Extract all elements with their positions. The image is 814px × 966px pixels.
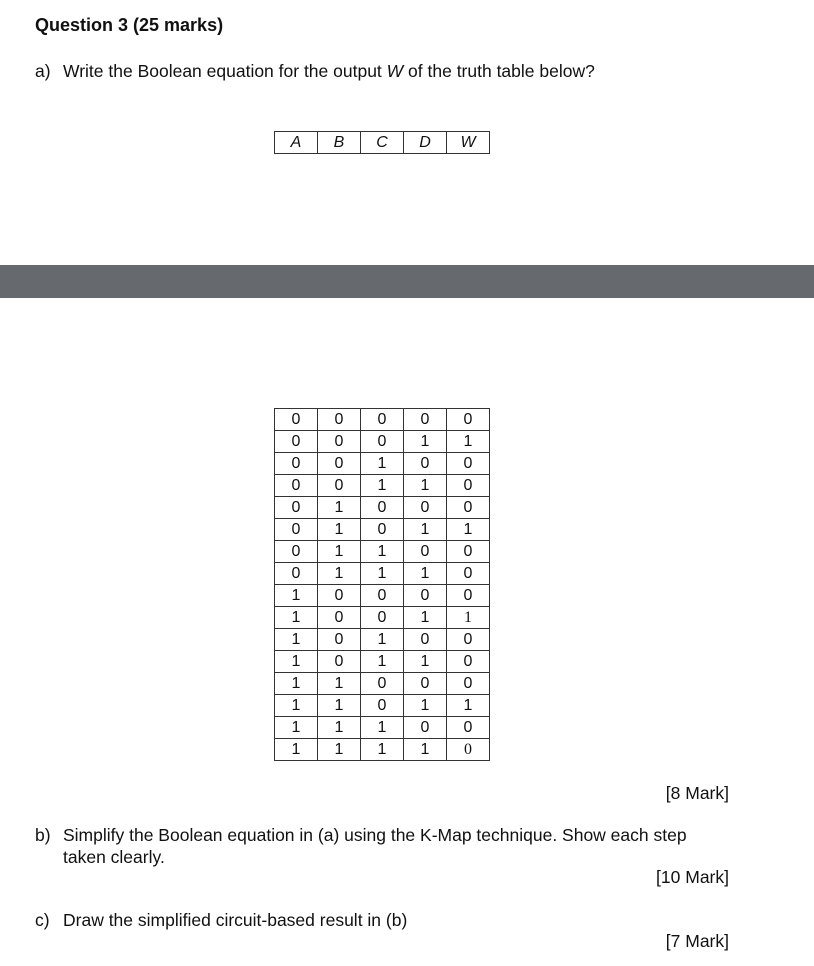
part-c-marks: [7 Mark] — [665, 931, 729, 951]
table-cell: 0 — [361, 497, 404, 519]
table-row — [275, 475, 490, 497]
table-cell: 0 — [447, 475, 490, 497]
table-cell: 1 — [275, 739, 318, 761]
table-cell: 1 — [318, 563, 361, 585]
part-a-label: a) — [35, 61, 51, 81]
table-row — [275, 651, 490, 673]
table-row — [275, 519, 490, 541]
table-cell: 1 — [361, 453, 404, 475]
table-cell: 0 — [361, 409, 404, 431]
header-row — [275, 132, 490, 154]
table-row — [275, 541, 490, 563]
table-cell: 0 — [361, 695, 404, 717]
part-b-label: b) — [35, 825, 51, 845]
table-cell: 0 — [447, 563, 490, 585]
table-cell: 0 — [318, 629, 361, 651]
header-cell-w: W — [447, 132, 490, 154]
part-a-variable: W — [386, 61, 404, 81]
table-cell: 1 — [404, 651, 447, 673]
truth-table-body — [274, 408, 490, 761]
table-cell: 0 — [275, 497, 318, 519]
table-cell: 0 — [361, 673, 404, 695]
table-cell: 1 — [404, 739, 447, 761]
table-row — [275, 563, 490, 585]
table-cell: 0 — [275, 409, 318, 431]
table-cell: 1 — [447, 607, 490, 629]
table-cell: 1 — [404, 431, 447, 453]
table-cell: 0 — [404, 629, 447, 651]
table-cell: 1 — [318, 695, 361, 717]
table-row — [275, 497, 490, 519]
table-cell: 1 — [361, 739, 404, 761]
table-cell: 0 — [447, 717, 490, 739]
table-cell: 0 — [318, 431, 361, 453]
part-a-marks: [8 Mark] — [665, 783, 729, 803]
table-cell: 1 — [361, 629, 404, 651]
table-cell: 0 — [447, 541, 490, 563]
table-row — [275, 695, 490, 717]
table-cell: 1 — [361, 717, 404, 739]
table-row — [275, 409, 490, 431]
table-cell: 0 — [404, 497, 447, 519]
table-row — [275, 607, 490, 629]
table-cell: 1 — [275, 651, 318, 673]
table-cell: 1 — [404, 607, 447, 629]
table-cell: 0 — [275, 475, 318, 497]
table-cell: 0 — [318, 651, 361, 673]
table-cell: 1 — [361, 563, 404, 585]
table-cell: 0 — [404, 717, 447, 739]
table-cell: 1 — [318, 717, 361, 739]
table-cell: 0 — [361, 607, 404, 629]
table-cell: 0 — [318, 453, 361, 475]
table-cell: 1 — [361, 651, 404, 673]
table-cell: 0 — [275, 453, 318, 475]
table-row — [275, 673, 490, 695]
table-cell: 1 — [318, 497, 361, 519]
table-cell: 1 — [275, 695, 318, 717]
table-cell: 1 — [404, 695, 447, 717]
table-row — [275, 453, 490, 475]
table-cell: 0 — [404, 409, 447, 431]
table-cell: 0 — [447, 497, 490, 519]
part-c-text: Draw the simplified circuit-based result in (b) — [63, 910, 408, 930]
part-c-question — [35, 909, 775, 933]
part-b-text — [63, 824, 687, 868]
table-cell: 0 — [447, 673, 490, 695]
question-title: Question 3 (25 marks) — [35, 15, 224, 35]
table-cell: 1 — [404, 475, 447, 497]
table-row — [275, 717, 490, 739]
table-cell: 1 — [275, 585, 318, 607]
part-c-label: c) — [35, 910, 50, 930]
table-row — [275, 431, 490, 453]
table-cell: 0 — [318, 607, 361, 629]
table-cell: 1 — [275, 629, 318, 651]
table-cell: 1 — [318, 673, 361, 695]
part-a-text-pre: Write the Boolean equation for the output — [63, 61, 387, 81]
table-cell: 0 — [404, 541, 447, 563]
table-cell: 0 — [318, 585, 361, 607]
header-cell-b: B — [318, 132, 361, 154]
part-a-text — [63, 60, 595, 82]
table-cell: 0 — [404, 453, 447, 475]
table-cell: 0 — [447, 651, 490, 673]
table-cell: 1 — [361, 475, 404, 497]
table-cell: 1 — [275, 607, 318, 629]
part-a-question — [35, 60, 775, 84]
table-cell: 0 — [447, 409, 490, 431]
table-cell: 1 — [447, 519, 490, 541]
table-cell: 1 — [447, 431, 490, 453]
table-cell: 1 — [447, 695, 490, 717]
table-row — [275, 585, 490, 607]
table-row — [275, 739, 490, 761]
table-cell: 1 — [318, 519, 361, 541]
dark-divider-bar — [0, 265, 814, 298]
header-cell-c: C — [361, 132, 404, 154]
table-cell: 1 — [404, 563, 447, 585]
table-cell: 0 — [447, 585, 490, 607]
table-cell: 0 — [318, 409, 361, 431]
part-b-line2: taken clearly. — [63, 847, 165, 867]
table-cell: 1 — [318, 541, 361, 563]
part-b-marks: [10 Mark] — [656, 867, 729, 887]
part-b-line1: Simplify the Boolean equation in (a) using the K-Map technique. Show each step — [63, 825, 687, 845]
table-cell: 0 — [361, 519, 404, 541]
table-cell: 0 — [361, 431, 404, 453]
table-cell: 0 — [275, 541, 318, 563]
table-cell: 0 — [361, 585, 404, 607]
table-cell: 1 — [318, 739, 361, 761]
table-cell: 1 — [275, 717, 318, 739]
part-a-text-post: of the truth table below? — [403, 61, 595, 81]
table-cell: 1 — [361, 541, 404, 563]
header-cell-a: A — [275, 132, 318, 154]
table-cell: 0 — [275, 563, 318, 585]
table-cell: 0 — [447, 739, 490, 761]
table-cell: 0 — [275, 519, 318, 541]
table-cell: 0 — [404, 585, 447, 607]
truth-table-header — [274, 131, 490, 154]
table-cell: 1 — [275, 673, 318, 695]
table-cell: 0 — [275, 431, 318, 453]
table-cell: 0 — [404, 673, 447, 695]
table-cell: 1 — [404, 519, 447, 541]
header-cell-d: D — [404, 132, 447, 154]
table-row — [275, 629, 490, 651]
part-b-question — [35, 824, 775, 872]
table-cell: 0 — [447, 629, 490, 651]
table-cell: 0 — [318, 475, 361, 497]
table-cell: 0 — [447, 453, 490, 475]
